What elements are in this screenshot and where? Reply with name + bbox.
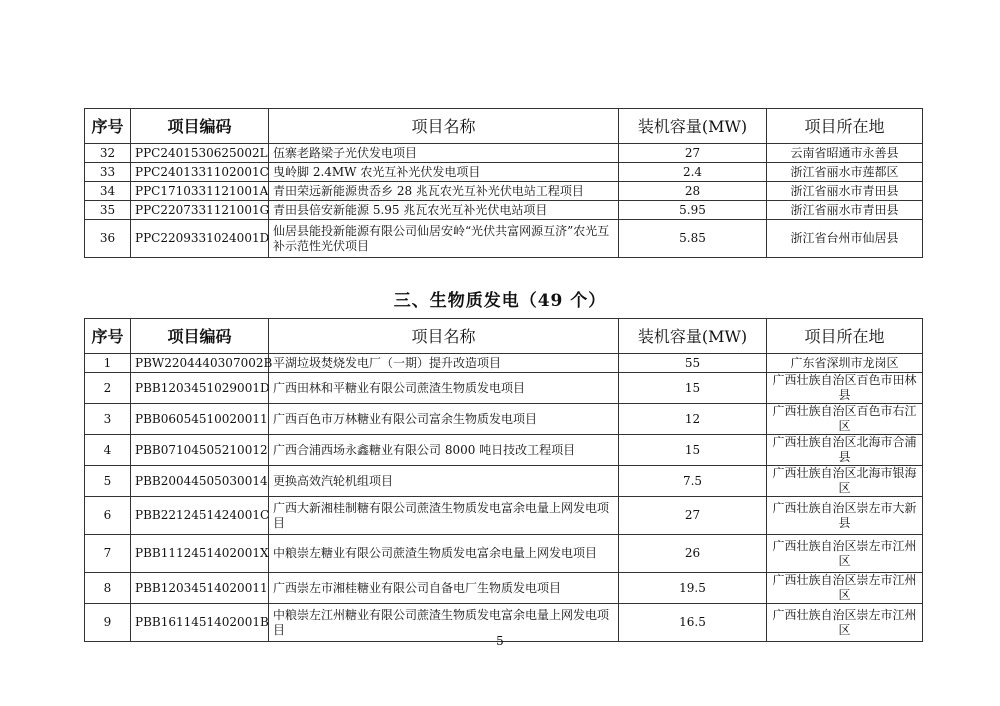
project-name: 广西田林和平糖业有限公司蔗渣生物质发电项目 xyxy=(269,373,619,404)
row-index: 34 xyxy=(85,182,131,201)
header-capacity: 装机容量(MW) xyxy=(619,319,767,354)
row-index: 32 xyxy=(85,144,131,163)
header-location: 项目所在地 xyxy=(767,109,923,144)
row-index: 33 xyxy=(85,163,131,182)
installed-capacity: 27 xyxy=(619,144,767,163)
table-row xyxy=(85,497,923,535)
project-location: 浙江省丽水市莲都区 xyxy=(767,163,923,182)
project-name: 中粮崇左江州糖业有限公司蔗渣生物质发电富余电量上网发电项目 xyxy=(269,604,619,642)
row-index: 9 xyxy=(85,604,131,642)
row-index: 5 xyxy=(85,466,131,497)
installed-capacity: 26 xyxy=(619,535,767,573)
page-number: 5 xyxy=(496,634,504,648)
project-code: PPC2401530625002L xyxy=(131,144,269,163)
project-location: 广西壮族自治区百色市田林县 xyxy=(767,373,923,404)
installed-capacity: 28 xyxy=(619,182,767,201)
table-header-row xyxy=(85,319,923,354)
table-row xyxy=(85,182,923,201)
project-code: PBB2212451424001C xyxy=(131,497,269,535)
installed-capacity: 15 xyxy=(619,435,767,466)
project-name: 仙居县能投新能源有限公司仙居安岭“光伏共富网源互济”农光互补示范性光伏项目 xyxy=(269,220,619,258)
project-name: 平湖垃圾焚烧发电厂（一期）提升改造项目 xyxy=(269,354,619,373)
table-header-row xyxy=(85,109,923,144)
project-code: PPC2207331121001G xyxy=(131,201,269,220)
table-row xyxy=(85,535,923,573)
project-location: 浙江省台州市仙居县 xyxy=(767,220,923,258)
project-location: 浙江省丽水市青田县 xyxy=(767,201,923,220)
installed-capacity: 5.95 xyxy=(619,201,767,220)
project-name: 伍寨老路梁子光伏发电项目 xyxy=(269,144,619,163)
project-location: 广东省深圳市龙岗区 xyxy=(767,354,923,373)
project-location: 广西壮族自治区崇左市江州区 xyxy=(767,573,923,604)
row-index: 4 xyxy=(85,435,131,466)
row-index: 7 xyxy=(85,535,131,573)
project-name: 广西大新湘桂制糖有限公司蔗渣生物质发电富余电量上网发电项目 xyxy=(269,497,619,535)
table-row xyxy=(85,404,923,435)
installed-capacity: 15 xyxy=(619,373,767,404)
project-code: PBB1203451029001D xyxy=(131,373,269,404)
project-code: PPC2209331024001D xyxy=(131,220,269,258)
project-location: 广西壮族自治区崇左市江州区 xyxy=(767,604,923,642)
installed-capacity: 19.5 xyxy=(619,573,767,604)
table-row xyxy=(85,144,923,163)
installed-capacity: 27 xyxy=(619,497,767,535)
project-code: PBW2204440307002B xyxy=(131,354,269,373)
project-code: PPC1710331121001A xyxy=(131,182,269,201)
installed-capacity: 12 xyxy=(619,404,767,435)
project-code: PBB06054510020011 xyxy=(131,404,269,435)
project-name: 广西崇左市湘桂糖业有限公司自备电厂生物质发电项目 xyxy=(269,573,619,604)
project-location: 云南省昭通市永善县 xyxy=(767,144,923,163)
project-name: 曳岭脚 2.4MW 农光互补光伏发电项目 xyxy=(269,163,619,182)
installed-capacity: 55 xyxy=(619,354,767,373)
table-row xyxy=(85,354,923,373)
installed-capacity: 5.85 xyxy=(619,220,767,258)
project-code: PBB12034514020011 xyxy=(131,573,269,604)
project-code: PBB1112451402001X xyxy=(131,535,269,573)
table-row xyxy=(85,163,923,182)
row-index: 2 xyxy=(85,373,131,404)
project-code: PBB1611451402001B xyxy=(131,604,269,642)
project-name: 更换高效汽轮机组项目 xyxy=(269,466,619,497)
project-location: 广西壮族自治区北海市银海区 xyxy=(767,466,923,497)
header-name: 项目名称 xyxy=(269,319,619,354)
project-name: 青田荣远新能源贵岙乡 28 兆瓦农光互补光伏电站工程项目 xyxy=(269,182,619,201)
header-capacity: 装机容量(MW) xyxy=(619,109,767,144)
row-index: 6 xyxy=(85,497,131,535)
row-index: 35 xyxy=(85,201,131,220)
project-code: PBB20044505030014 xyxy=(131,466,269,497)
table-row xyxy=(85,573,923,604)
header-index: 序号 xyxy=(85,109,131,144)
project-name: 广西合浦西场永鑫糖业有限公司 8000 吨日技改工程项目 xyxy=(269,435,619,466)
installed-capacity: 16.5 xyxy=(619,604,767,642)
header-code: 项目编码 xyxy=(131,319,269,354)
project-location: 广西壮族自治区崇左市大新县 xyxy=(767,497,923,535)
project-name: 青田县倍安新能源 5.95 兆瓦农光互补光伏电站项目 xyxy=(269,201,619,220)
table-row xyxy=(85,373,923,404)
header-location: 项目所在地 xyxy=(767,319,923,354)
row-index: 36 xyxy=(85,220,131,258)
installed-capacity: 2.4 xyxy=(619,163,767,182)
row-index: 3 xyxy=(85,404,131,435)
project-name: 中粮崇左糖业有限公司蔗渣生物质发电富余电量上网发电项目 xyxy=(269,535,619,573)
project-table-2 xyxy=(84,318,923,642)
table-row xyxy=(85,220,923,258)
row-index: 1 xyxy=(85,354,131,373)
project-location: 广西壮族自治区北海市合浦县 xyxy=(767,435,923,466)
project-table-1 xyxy=(84,108,923,258)
project-code: PBB07104505210012 xyxy=(131,435,269,466)
header-name: 项目名称 xyxy=(269,109,619,144)
project-name: 广西百色市万林糖业有限公司富余生物质发电项目 xyxy=(269,404,619,435)
section-title: 三、生物质发电（49 个） xyxy=(393,291,607,311)
project-location: 浙江省丽水市青田县 xyxy=(767,182,923,201)
project-code: PPC2401331102001C xyxy=(131,163,269,182)
project-location: 广西壮族自治区百色市右江区 xyxy=(767,404,923,435)
project-location: 广西壮族自治区崇左市江州区 xyxy=(767,535,923,573)
header-index: 序号 xyxy=(85,319,131,354)
table-row xyxy=(85,466,923,497)
installed-capacity: 7.5 xyxy=(619,466,767,497)
table-row xyxy=(85,201,923,220)
row-index: 8 xyxy=(85,573,131,604)
header-code: 项目编码 xyxy=(131,109,269,144)
table-row xyxy=(85,435,923,466)
